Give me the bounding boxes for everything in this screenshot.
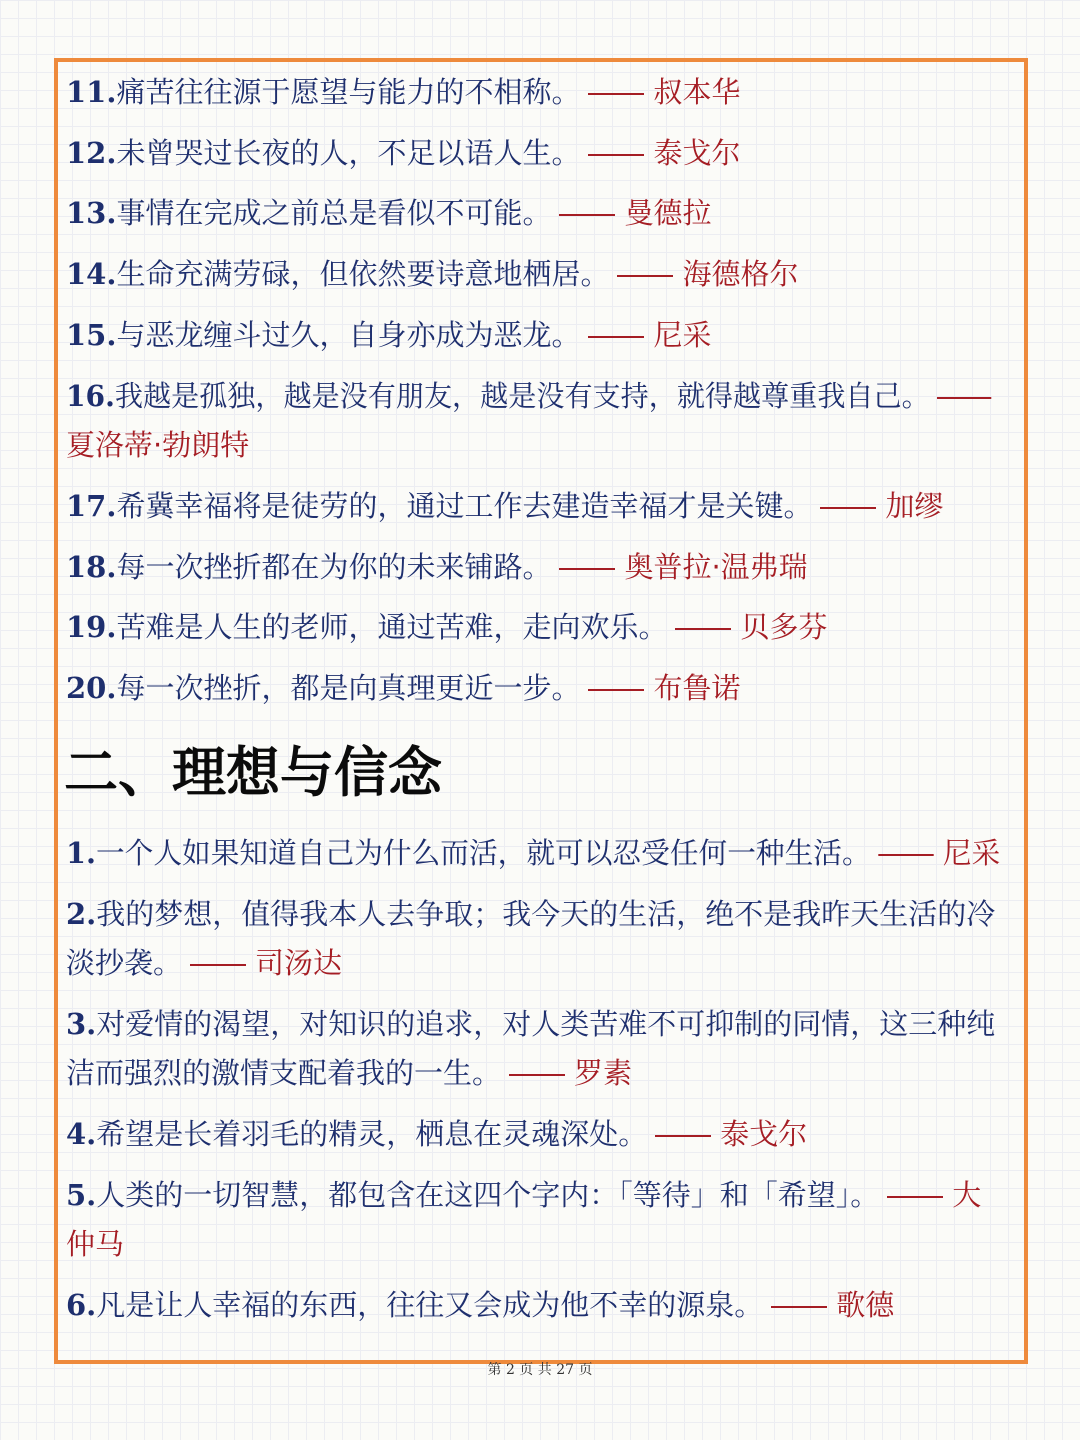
dash-divider — [588, 336, 644, 338]
quote-number: 4. — [66, 1117, 97, 1151]
quote-line-continuation — [66, 1056, 632, 1090]
quote-text: 苦难是人生的老师，通过苦难，走向欢乐。 — [116, 610, 668, 644]
quote-line — [66, 379, 1000, 413]
quote-line — [66, 550, 808, 584]
quote-line — [66, 318, 711, 352]
quote-number: 18. — [66, 550, 117, 584]
quote-line — [66, 897, 995, 931]
quote-author: 仲马 — [66, 1227, 125, 1261]
quote-text: 人类的一切智慧，都包含在这四个字内：「等待」和「希望」。 — [96, 1178, 880, 1212]
page-footer: 第 2 页 共 27 页 — [487, 1362, 593, 1378]
quote-number: 5. — [66, 1178, 97, 1212]
quote-author: 泰戈尔 — [653, 136, 741, 170]
quote-line-continuation — [66, 428, 249, 462]
quote-author: 贝多芬 — [740, 610, 828, 644]
quote-author: 尼采 — [653, 318, 712, 352]
quote-text: 希望是长着羽毛的精灵，栖息在灵魂深处。 — [96, 1117, 648, 1151]
quote-text: 凡是让人幸福的东西，往往又会成为他不幸的源泉。 — [96, 1288, 764, 1322]
quote-line — [66, 196, 711, 230]
dash-divider — [820, 507, 876, 509]
quote-text: 每一次挫折，都是向真理更近一步。 — [116, 671, 581, 705]
dash-divider — [617, 275, 673, 277]
dash-divider — [509, 1074, 565, 1076]
quote-number: 6. — [66, 1288, 97, 1322]
dash-divider — [655, 1135, 711, 1137]
dash-divider — [937, 397, 991, 399]
quote-text: 淡抄袭。 — [66, 946, 183, 980]
dash-divider — [559, 568, 615, 570]
quote-line — [66, 1007, 995, 1041]
quote-author: 加缪 — [885, 489, 944, 523]
quote-number: 11. — [66, 75, 117, 109]
page-frame — [54, 58, 1028, 1364]
quote-author: 泰戈尔 — [720, 1117, 808, 1151]
quote-line — [66, 136, 740, 170]
quote-text: 生命充满劳碌，但依然要诗意地栖居。 — [116, 257, 610, 291]
quote-author: 曼德拉 — [624, 196, 712, 230]
quote-author: 布鲁诺 — [653, 671, 741, 705]
quote-text: 未曾哭过长夜的人，不足以语人生。 — [116, 136, 581, 170]
dash-divider — [588, 93, 644, 95]
quote-author: 歌德 — [836, 1288, 895, 1322]
quote-author: 尼采 — [942, 836, 1001, 870]
quote-line — [66, 1178, 981, 1212]
quote-line — [66, 1288, 894, 1322]
quote-number: 12. — [66, 136, 117, 170]
dash-divider — [190, 964, 246, 966]
dash-divider — [588, 154, 644, 156]
quote-text: 痛苦往往源于愿望与能力的不相称。 — [116, 75, 581, 109]
quote-author: 叔本华 — [653, 75, 741, 109]
quote-author: 司汤达 — [255, 946, 343, 980]
quote-number: 20. — [66, 671, 117, 705]
quote-number: 3. — [66, 1007, 97, 1041]
quote-line — [66, 836, 1000, 870]
dash-divider — [771, 1306, 827, 1308]
quote-line — [66, 257, 798, 291]
dash-divider — [559, 214, 615, 216]
quote-number: 15. — [66, 318, 117, 352]
quote-line — [66, 75, 740, 109]
quote-line-continuation — [66, 946, 342, 980]
quote-line — [66, 671, 740, 705]
quote-author: 夏洛蒂·勃朗特 — [66, 428, 250, 462]
dash-divider — [887, 1196, 943, 1198]
quote-number: 19. — [66, 610, 117, 644]
quote-text: 我越是孤独，越是没有朋友，越是没有支持，就得越尊重我自己。 — [114, 379, 930, 413]
quote-text: 每一次挫折都在为你的未来铺路。 — [116, 550, 552, 584]
quote-text: 一个人如果知道自己为什么而活，就可以忍受任何一种生活。 — [95, 836, 871, 870]
quote-number: 13. — [66, 196, 117, 230]
quote-number: 16. — [66, 379, 115, 413]
quote-number: 2. — [66, 897, 97, 931]
quote-text: 我的梦想，值得我本人去争取；我今天的生活，绝不是我昨天生活的冷 — [96, 897, 996, 931]
quote-line-continuation — [66, 1227, 124, 1261]
quote-text: 事情在完成之前总是看似不可能。 — [116, 196, 552, 230]
quote-line — [66, 1117, 807, 1151]
quote-number: 17. — [66, 489, 117, 523]
dash-divider — [879, 854, 934, 856]
quote-number: 1. — [66, 836, 96, 870]
quote-author: 奥普拉·温弗瑞 — [624, 550, 808, 584]
quote-author: 大 — [952, 1178, 982, 1212]
quote-text: 希冀幸福将是徒劳的，通过工作去建造幸福才是关键。 — [116, 489, 813, 523]
quote-text: 与恶龙缠斗过久，自身亦成为恶龙。 — [116, 318, 581, 352]
quote-line — [66, 489, 943, 523]
quote-author: 海德格尔 — [682, 257, 799, 291]
quote-author: 罗素 — [574, 1056, 633, 1090]
quote-text: 洁而强烈的激情支配着我的一生。 — [66, 1056, 502, 1090]
quote-line — [66, 610, 827, 644]
dash-divider — [588, 689, 644, 691]
quote-text: 对爱情的渴望，对知识的追求，对人类苦难不可抑制的同情，这三种纯 — [96, 1007, 996, 1041]
quote-number: 14. — [66, 257, 117, 291]
section-heading: 二、理想与信念 — [64, 741, 442, 804]
dash-divider — [675, 628, 731, 630]
